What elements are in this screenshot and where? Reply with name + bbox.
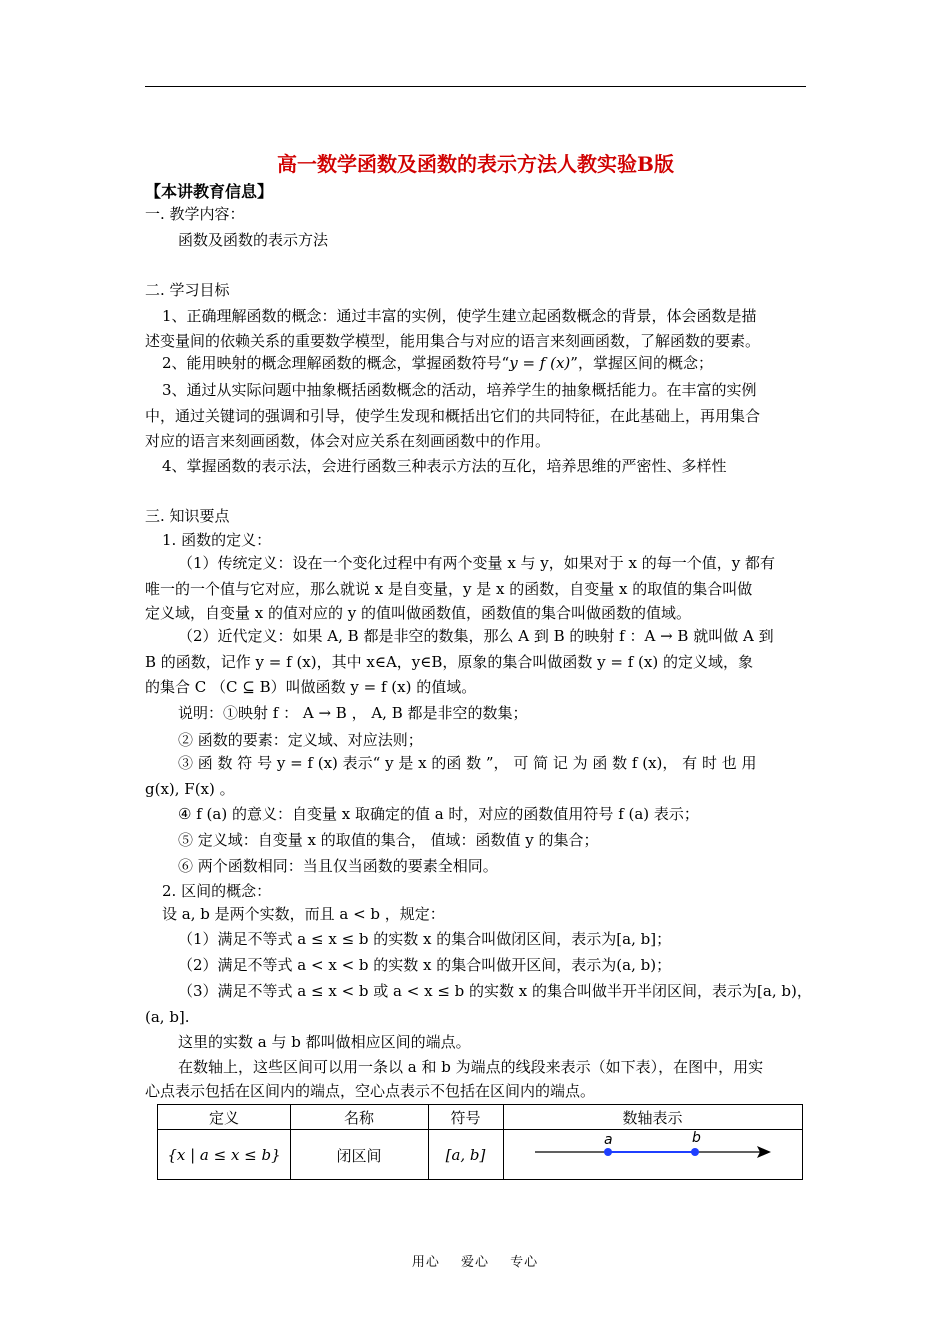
number-line-note-line-1: 在数轴上，这些区间可以用一条以 a 和 b 为端点的线段来表示（如下表），在图中，用实 <box>178 1058 764 1076</box>
document-title: 高一数学函数及函数的表示方法人教实验B版 <box>277 152 674 176</box>
subheading-function-definition: 1. 函数的定义： <box>162 531 272 549</box>
endpoint-a-filled-dot <box>604 1148 612 1156</box>
goal-2-text-a: 2、能用映射的概念理解函数的概念，掌握函数符号“ <box>162 354 510 372</box>
section-2-heading: 二. 学习目标 <box>145 281 230 299</box>
table-cell-number-line <box>503 1130 802 1180</box>
number-line-diagram <box>503 1130 802 1180</box>
footer-item-3: 专心 <box>510 1255 539 1270</box>
traditional-definition-line-2: 唯一的一个值与它对应，那么就说 x 是自变量，y 是 x 的函数，自变量 x 的取值的集合叫做 <box>145 580 753 598</box>
note-5: ⑤ 定义域：自变量 x 的取值的集合， 值域：函数值 y 的集合； <box>178 831 599 849</box>
table-cell-symbol: [a, b] <box>445 1146 486 1164</box>
interval-half-open-line-2: (a, b]. <box>145 1008 190 1026</box>
table-header-number-line: 数轴表示 <box>622 1108 683 1127</box>
note-6: ⑥ 两个函数相同：当且仅当函数的要素全相同。 <box>178 857 498 875</box>
goal-3-line-3: 对应的语言来刻画函数，体会对应关系在刻画函数中的作用。 <box>145 432 551 450</box>
note-1: 说明：①映射 f ： A → B ， A, B 都是非空的数集； <box>178 704 528 722</box>
endpoint-a-label: a <box>604 1132 613 1148</box>
number-line-note-line-2: 心点表示包括在区间内的端点，空心点表示不包括在区间内的端点。 <box>145 1082 596 1100</box>
note-4: ④ f (a) 的意义：自变量 x 取确定的值 a 时，对应的函数值用符号 f (a) 表示； <box>178 805 699 823</box>
table-header-name: 名称 <box>343 1108 374 1127</box>
endpoint-b-filled-dot <box>691 1148 699 1156</box>
subheading-interval: 2. 区间的概念： <box>162 882 272 900</box>
note-3-line-2: g(x), F(x) 。 <box>145 780 235 798</box>
goal-2 <box>162 352 713 374</box>
endpoint-note: 这里的实数 a 与 b 都叫做相应区间的端点。 <box>178 1033 471 1051</box>
note-3-line-1: ③ 函 数 符 号 y = f (x) 表示“ y 是 x 的函 数 ”， 可 简 记 为 函 数 f (x)， 有 时 也 用 <box>178 754 757 772</box>
endpoint-b-label: b <box>692 1130 701 1146</box>
goal-1-line-2: 述变量间的依赖关系的重要数学模型，能用集合与对应的语言来刻画函数，了解函数的要素。 <box>145 332 761 350</box>
traditional-definition-line-1: （1）传统定义：设在一个变化过程中有两个变量 x 与 y，如果对于 x 的每一个值，y 都有 <box>178 554 776 572</box>
modern-definition-line-1: （2）近代定义：如果 A, B 都是非空的数集，那么 A 到 B 的映射 f ：A → B 就叫做 A 到 <box>178 627 774 645</box>
section-1-heading: 一. 教学内容： <box>145 205 245 223</box>
table-cell-definition: {x | a ≤ x ≤ b} <box>167 1146 281 1164</box>
modern-definition-line-2: B 的函数，记作 y = f (x)，其中 x∈A，y∈B，原象的集合叫做函数 y = f (x) 的定义域，象 <box>145 653 753 671</box>
table-header-symbol: 符号 <box>450 1108 481 1127</box>
interval-intro: 设 a, b 是两个实数，而且 a < b ，规定： <box>162 905 445 923</box>
interval-open: （2）满足不等式 a < x < b 的实数 x 的集合叫做开区间，表示为(a, b)； <box>178 956 672 974</box>
interval-closed: （1）满足不等式 a ≤ x ≤ b 的实数 x 的集合叫做闭区间，表示为[a, b]； <box>178 930 672 948</box>
table-header-definition: 定义 <box>208 1108 239 1127</box>
note-2: ② 函数的要素：定义域、对应法则； <box>178 731 423 749</box>
interval-table <box>157 1104 803 1180</box>
goal-2-formula: y = f (x) <box>509 354 571 372</box>
goal-3-line-1: 3、通过从实际问题中抽象概括函数概念的活动，培养学生的抽象概括能力。在丰富的实例 <box>162 381 757 399</box>
goal-3-line-2: 中，通过关键词的强调和引导，使学生发现和概括出它们的共同特征，在此基础上，再用集合 <box>145 407 761 425</box>
page-footer <box>0 1251 950 1270</box>
header-rule <box>145 86 806 87</box>
goal-2-text-b: ”，掌握区间的概念； <box>570 354 713 372</box>
table-cell-name: 闭区间 <box>336 1146 382 1165</box>
goal-4: 4、掌握函数的表示法，会进行函数三种表示方法的互化，培养思维的严密性、多样性 <box>162 457 727 475</box>
info-heading: 【本讲教育信息】 <box>145 182 274 201</box>
goal-1-line-1: 1、正确理解函数的概念：通过丰富的实例，使学生建立起函数概念的背景，体会函数是描 <box>162 307 757 325</box>
traditional-definition-line-3: 定义域，自变量 x 的值对应的 y 的值叫做函数值，函数值的集合叫做函数的值域。 <box>145 604 692 622</box>
section-3-heading: 三. 知识要点 <box>145 507 230 525</box>
footer-item-1: 用心 <box>411 1255 440 1270</box>
footer-item-2: 爱心 <box>460 1255 489 1270</box>
section-1-content: 函数及函数的表示方法 <box>178 231 329 249</box>
interval-half-open-line-1: （3）满足不等式 a ≤ x < b 或 a < x ≤ b 的实数 x 的集合叫做半开半闭区间，表示为[a, b)， <box>178 982 812 1000</box>
modern-definition-line-3: 的集合 C （C ⊆ B）叫做函数 y = f (x) 的值域。 <box>145 678 477 696</box>
